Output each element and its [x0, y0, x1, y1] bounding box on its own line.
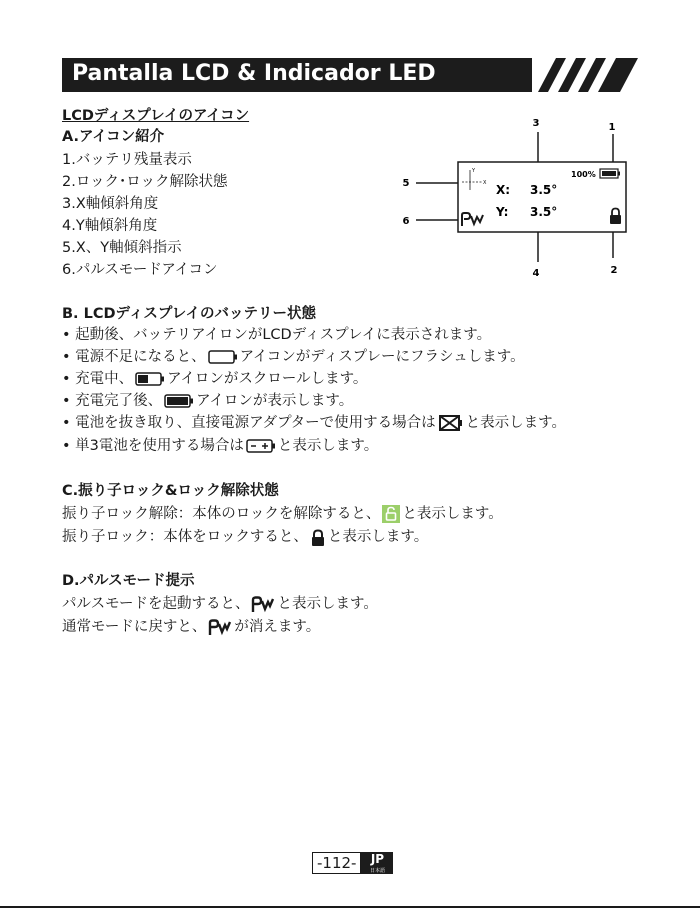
callout-5: 5	[402, 178, 410, 189]
no-battery-icon	[438, 413, 464, 433]
language-badge	[361, 852, 393, 874]
unlock-line: 振り子ロック解除：本体のロックを解除すると、 と表示します。	[62, 506, 503, 522]
pulse-mode-heading: D.パルスモード提示	[62, 573, 195, 589]
icon-item-2: 2.ロック･ロック解除状態	[62, 174, 228, 190]
callout-1: 1	[608, 122, 616, 133]
battery-percent: 100%	[571, 170, 596, 179]
x-axis-value: 3.5°	[530, 183, 558, 197]
callout-3: 3	[532, 118, 540, 129]
aa-battery-icon	[246, 439, 276, 453]
pulse-line-1: パルスモードを起動すると、 と表示します。	[62, 596, 378, 612]
battery-line-6: • 単3電池を使用する場合は と表示します。	[62, 438, 379, 454]
bottom-rule	[0, 906, 700, 908]
icon-intro-heading: A.アイコン紹介	[62, 129, 165, 145]
battery-charging-icon	[135, 372, 165, 386]
pulse-mode-icon-inline-2	[208, 619, 232, 636]
lcd-diagram	[400, 110, 640, 285]
icon-item-4: 4.Y軸傾斜角度	[62, 218, 158, 234]
page-number-text: -112-	[312, 852, 361, 874]
icon-item-3: 3.X軸傾斜角度	[62, 196, 159, 212]
lcd-icons-heading: LCDディスプレイのアイコン	[62, 108, 250, 124]
icon-item-6: 6.パルスモードアイコン	[62, 262, 218, 278]
unlock-icon	[382, 505, 400, 523]
y-axis-label: Y:	[496, 205, 509, 219]
section-banner	[62, 58, 638, 92]
battery-line-5: • 電池を抜き取り、直接電源アダプターで使用する場合は と表示します。	[62, 415, 566, 431]
battery-full-icon-inline	[164, 394, 194, 408]
callout-2: 2	[610, 265, 618, 276]
y-axis-value: 3.5°	[530, 205, 558, 219]
pulse-mode-icon-inline-1	[251, 596, 275, 613]
lock-status-heading: C.振り子ロック&ロック解除状態	[62, 483, 279, 499]
lock-icon-inline	[310, 529, 326, 546]
page-title: Pantalla LCD & Indicador LED	[72, 61, 436, 86]
lock-line: 振り子ロック：本体をロックすると、 と表示します。	[62, 529, 429, 545]
icon-item-1: 1.バッテリ残量表示	[62, 152, 192, 168]
language-name: 日本語	[369, 868, 385, 874]
page-number	[312, 852, 393, 874]
callout-4: 4	[532, 268, 540, 279]
x-axis-label: X:	[496, 183, 511, 197]
pulse-line-2: 通常モードに戻すと、 が消えます。	[62, 619, 321, 635]
battery-line-4: • 充電完了後、 アイロンが表示します。	[62, 393, 354, 409]
icon-item-5: 5.X、Y軸傾斜指示	[62, 240, 182, 256]
battery-line-1: • 起動後、バッテリアイロンがLCDディスプレイに表示されます。	[62, 327, 492, 343]
battery-line-2: • 電源不足になると、 アイコンがディスプレーにフラシュします。	[62, 349, 525, 365]
svg-text:X: X	[483, 180, 487, 186]
callout-6: 6	[402, 216, 410, 227]
battery-empty-icon	[208, 350, 238, 364]
battery-line-3: • 充電中、 アイロンがスクロールします。	[62, 371, 368, 387]
battery-status-heading: B. LCDディスプレイのバッテリー状態	[62, 306, 317, 322]
language-code: JP	[370, 852, 385, 866]
svg-text:Y: Y	[472, 168, 476, 174]
